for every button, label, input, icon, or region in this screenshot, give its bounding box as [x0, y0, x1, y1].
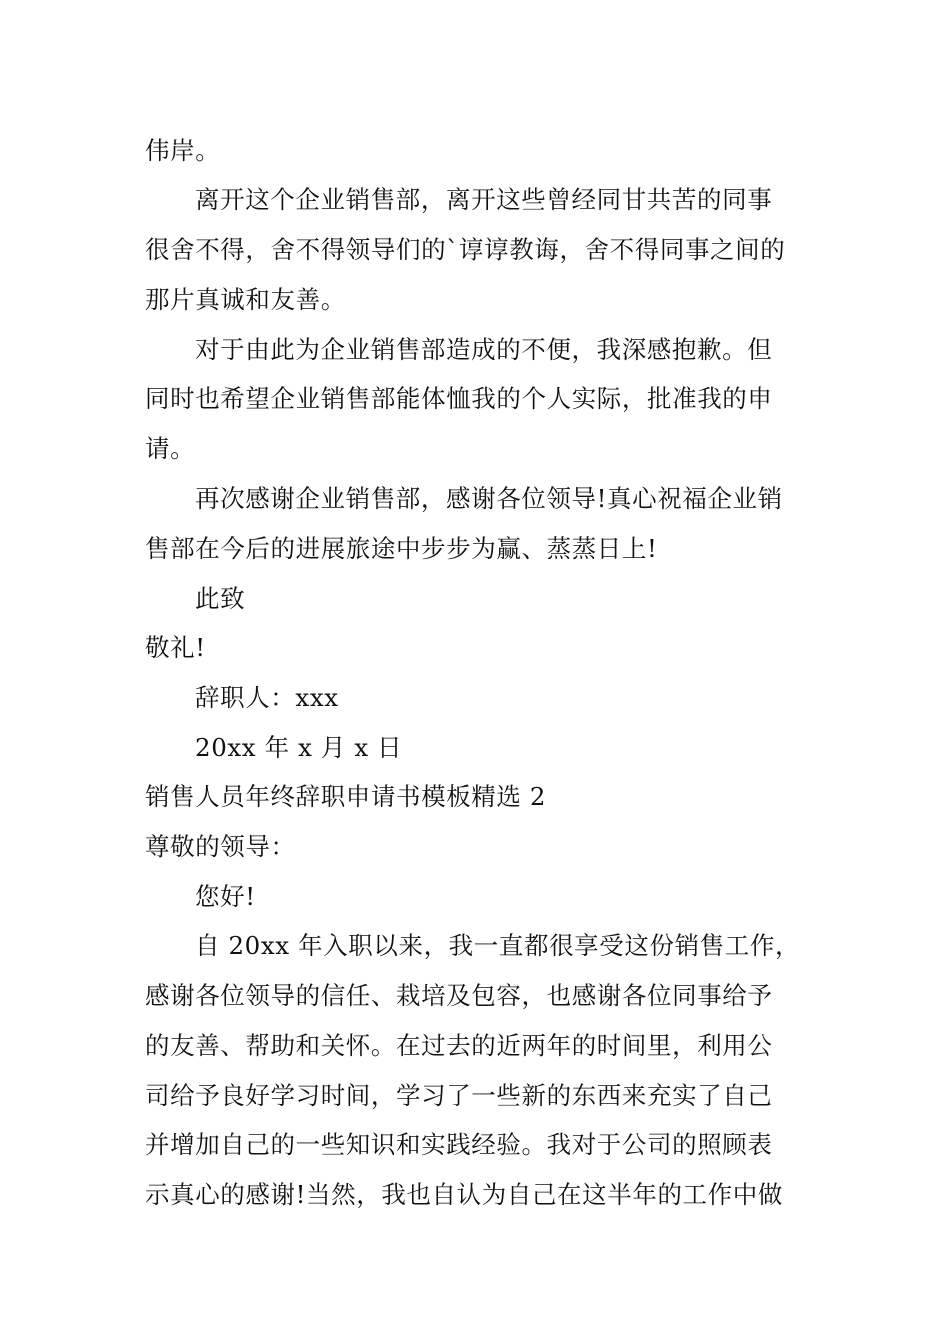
salutation: 尊敬的领导： — [145, 832, 296, 861]
text-line: 感谢各位领导的信任、栽培及包容，也感谢各位同事给予 — [145, 981, 773, 1010]
text-line: 同时也希望企业销售部能体恤我的个人实际，批准我的申 — [145, 384, 773, 413]
text-line: 请。 — [145, 434, 196, 463]
section-title: 销售人员年终辞职申请书模板精选 2 — [145, 782, 547, 811]
text-line: 敬礼! — [145, 633, 206, 662]
text-line: 的友善、帮助和关怀。在过去的近两年的时间里，利用公 — [145, 1031, 773, 1060]
text-line: 伟岸。 — [145, 136, 221, 165]
text-line: 再次感谢企业销售部，感谢各位领导!真心祝福企业销 — [195, 484, 783, 513]
text-line: 那片真诚和友善。 — [145, 285, 346, 314]
text-line: 离开这个企业销售部，离开这些曾经同甘共苦的同事 — [195, 185, 773, 214]
text-line: 售部在今后的进展旅途中步步为赢、蒸蒸日上! — [145, 534, 658, 563]
greeting: 您好! — [195, 882, 256, 911]
text-line: 并增加自己的一些知识和实践经验。我对于公司的照顾表 — [145, 1130, 773, 1159]
date-line: 20xx 年 x 月 x 日 — [195, 733, 403, 762]
signature-line: 辞职人：xxx — [195, 683, 339, 712]
text-line: 对于由此为企业销售部造成的不便，我深感抱歉。但 — [195, 335, 773, 364]
text-line: 此致 — [195, 584, 246, 613]
text-line: 自 20xx 年入职以来，我一直都很享受这份销售工作， — [195, 931, 801, 960]
text-line: 司给予良好学习时间，学习了一些新的东西来充实了自己 — [145, 1081, 773, 1110]
text-line: 很舍不得，舍不得领导们的`谆谆教诲，舍不得同事之间的 — [145, 235, 786, 264]
text-line: 示真心的感谢!当然，我也自认为自己在这半年的工作中做 — [145, 1180, 783, 1209]
